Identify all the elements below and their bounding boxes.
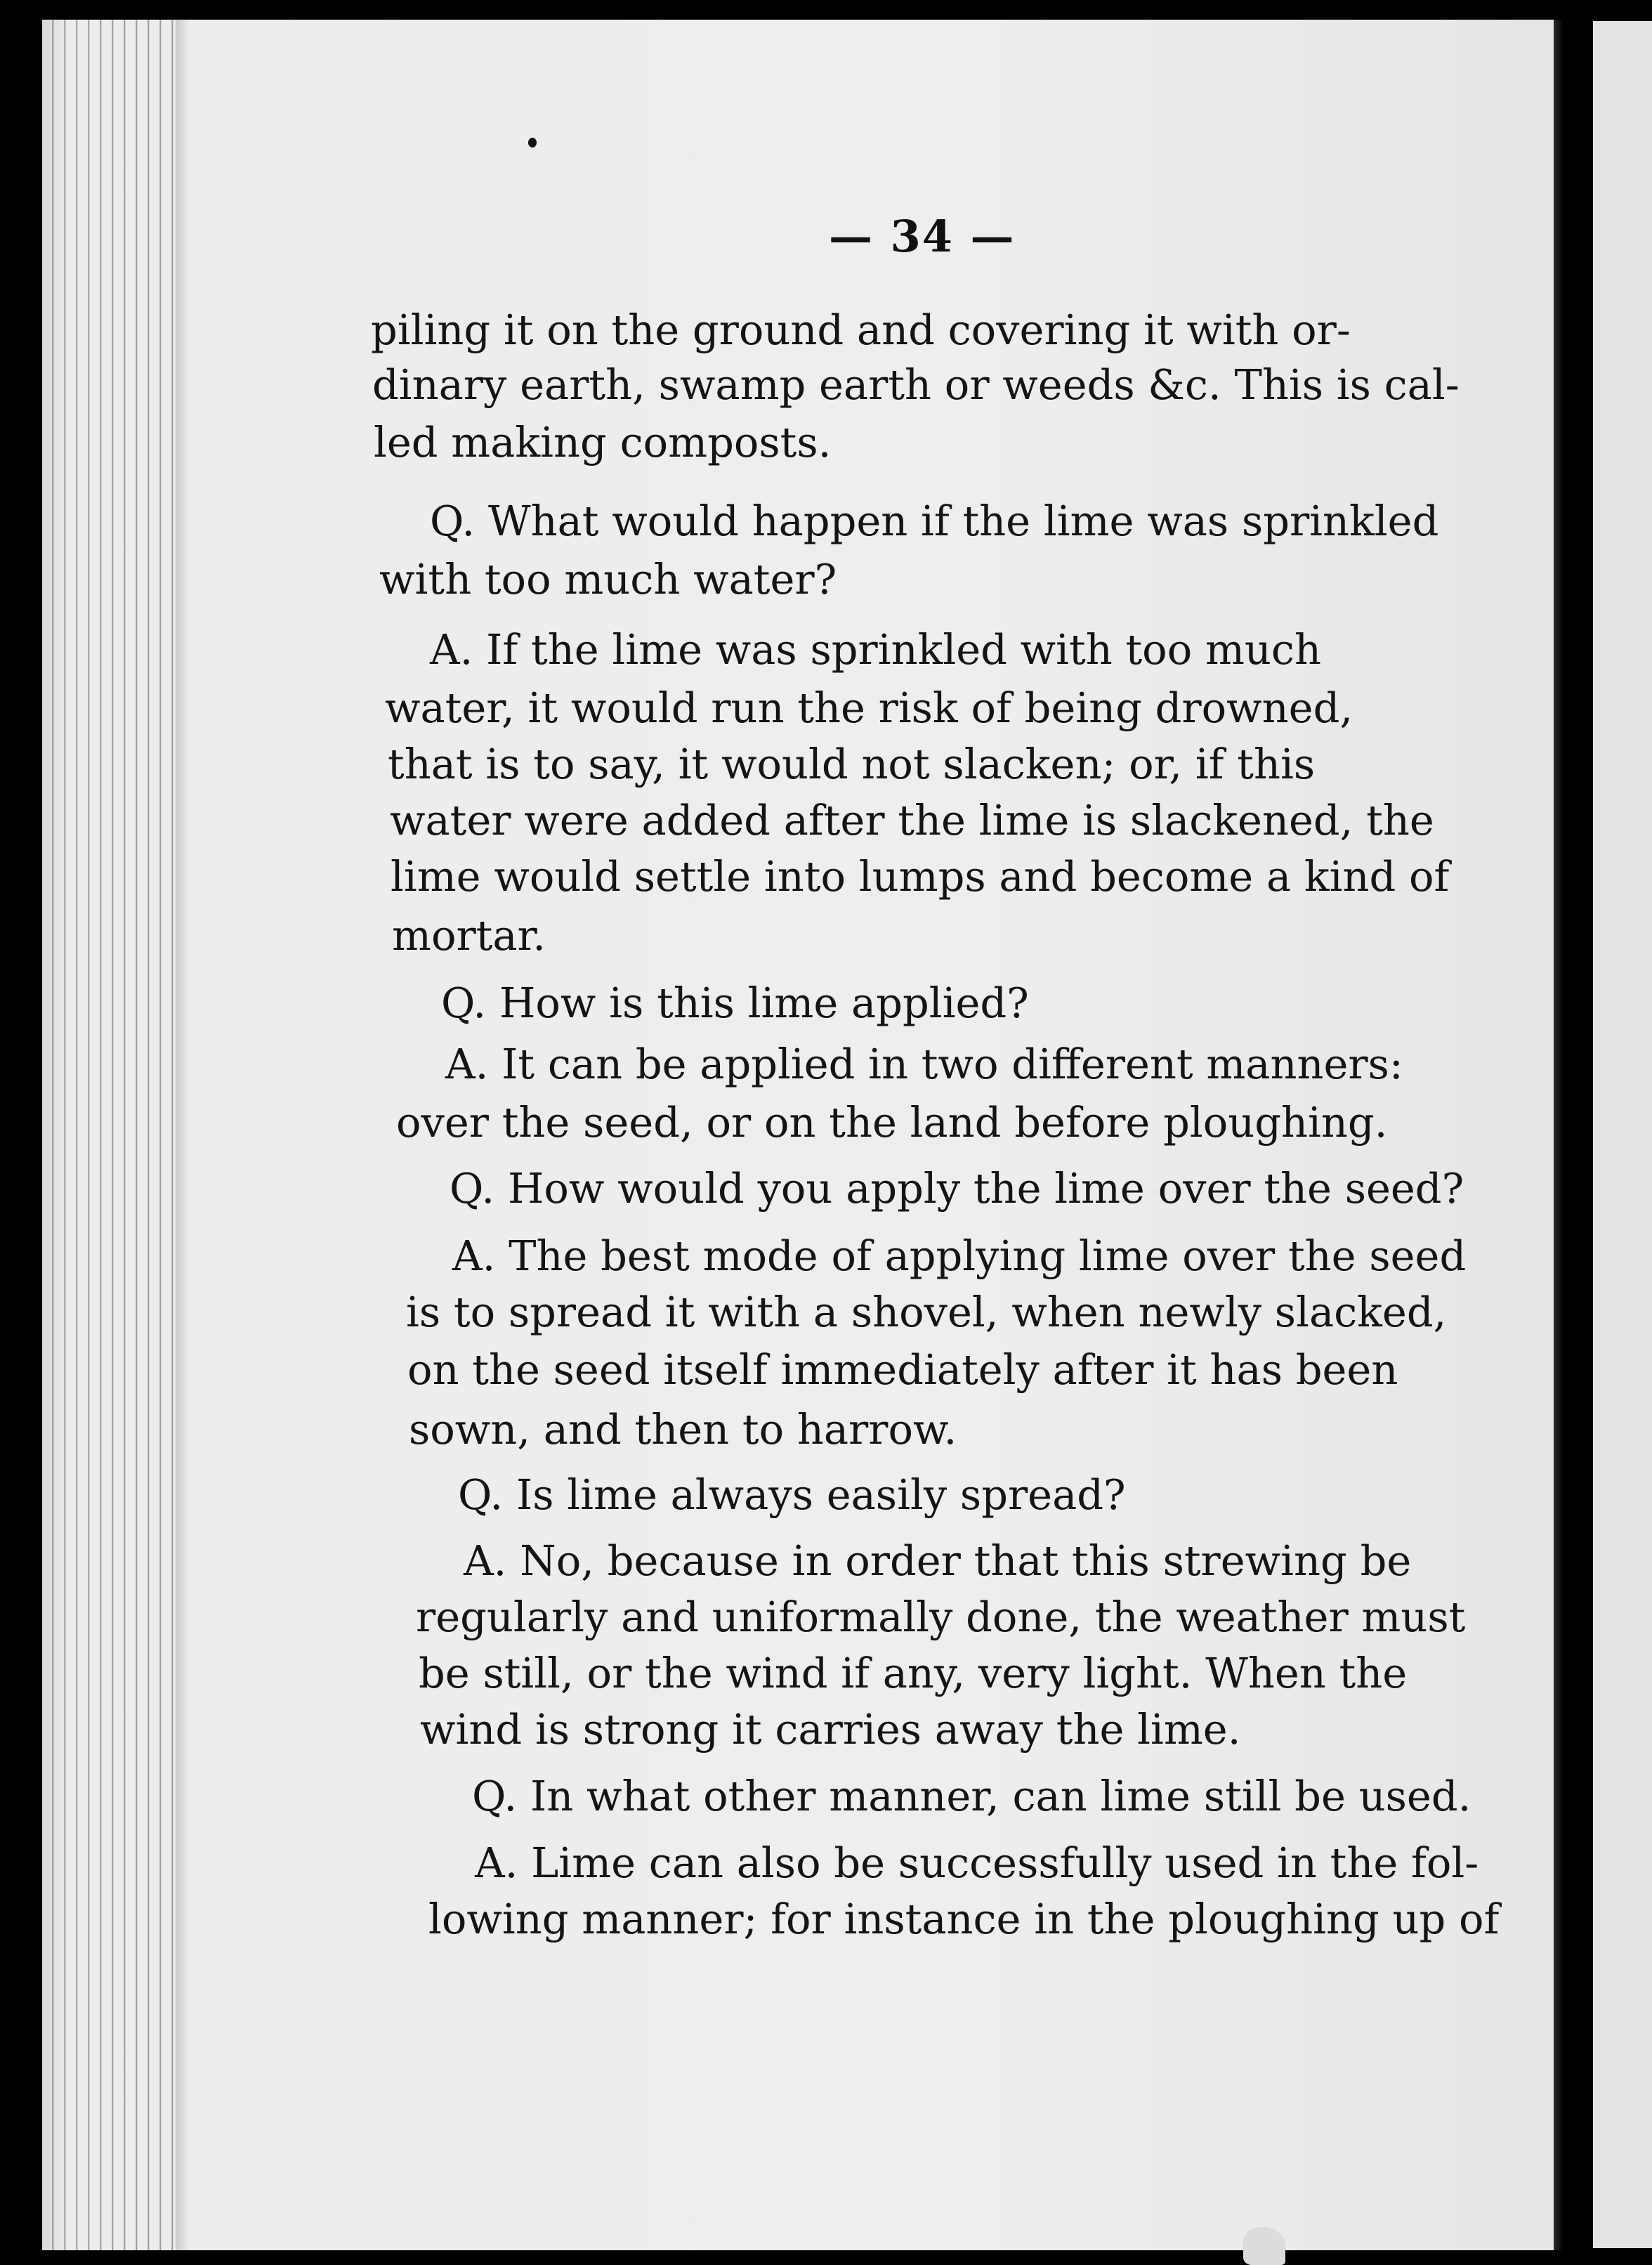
answer-line: A. It can be applied in two different manners: <box>445 1040 1403 1088</box>
text-line: lowing manner; for instance in the ploughing up of <box>428 1895 1500 1943</box>
text-line: that is to say, it would not slacken; or, if this <box>388 740 1316 788</box>
answer-line: A. No, because in order that this strewing be <box>464 1536 1412 1585</box>
text-line: be still, or the wind if any, very light. When the <box>419 1649 1408 1697</box>
question-line: Q. How is this lime applied? <box>441 979 1029 1027</box>
text-line: mortar. <box>392 911 546 960</box>
text-line: regularly and uniformally done, the weather must <box>416 1593 1466 1641</box>
text-line: water were added after the lime is slackened, the <box>390 796 1434 844</box>
page-number: — 34 — <box>829 211 1016 262</box>
text-line: water, it would run the risk of being drowned, <box>385 684 1353 732</box>
text-line: with too much water? <box>379 555 837 603</box>
text-line: wind is strong it carries away the lime. <box>420 1705 1241 1754</box>
text-line: piling it on the ground and covering it with or- <box>371 306 1351 354</box>
torn-corner-mark <box>1243 2227 1285 2265</box>
answer-line: A. Lime can also be successfully used in the fol- <box>475 1839 1479 1887</box>
text-line: sown, and then to harrow. <box>409 1405 957 1454</box>
question-line: Q. What would happen if the lime was sprinkled <box>430 497 1439 545</box>
text-line: lime would settle into lumps and become a kind of <box>391 852 1450 901</box>
answer-line: A. If the lime was sprinkled with too much <box>430 625 1321 674</box>
question-line: Q. Is lime always easily spread? <box>458 1470 1126 1519</box>
question-line: Q. In what other manner, can lime still be used. <box>472 1772 1471 1820</box>
question-line: Q. How would you apply the lime over the seed? <box>450 1164 1464 1213</box>
answer-line: A. The best mode of applying lime over the seed <box>452 1232 1467 1280</box>
text-line: on the seed itself immediately after it has been <box>407 1345 1398 1394</box>
text-line: dinary earth, swamp earth or weeds &c. This is cal- <box>372 360 1460 409</box>
text-line: over the seed, or on the land before ploughing. <box>396 1098 1388 1147</box>
text-line: led making composts. <box>374 418 832 466</box>
text-line: is to spread it with a shovel, when newly slacked, <box>406 1288 1447 1336</box>
